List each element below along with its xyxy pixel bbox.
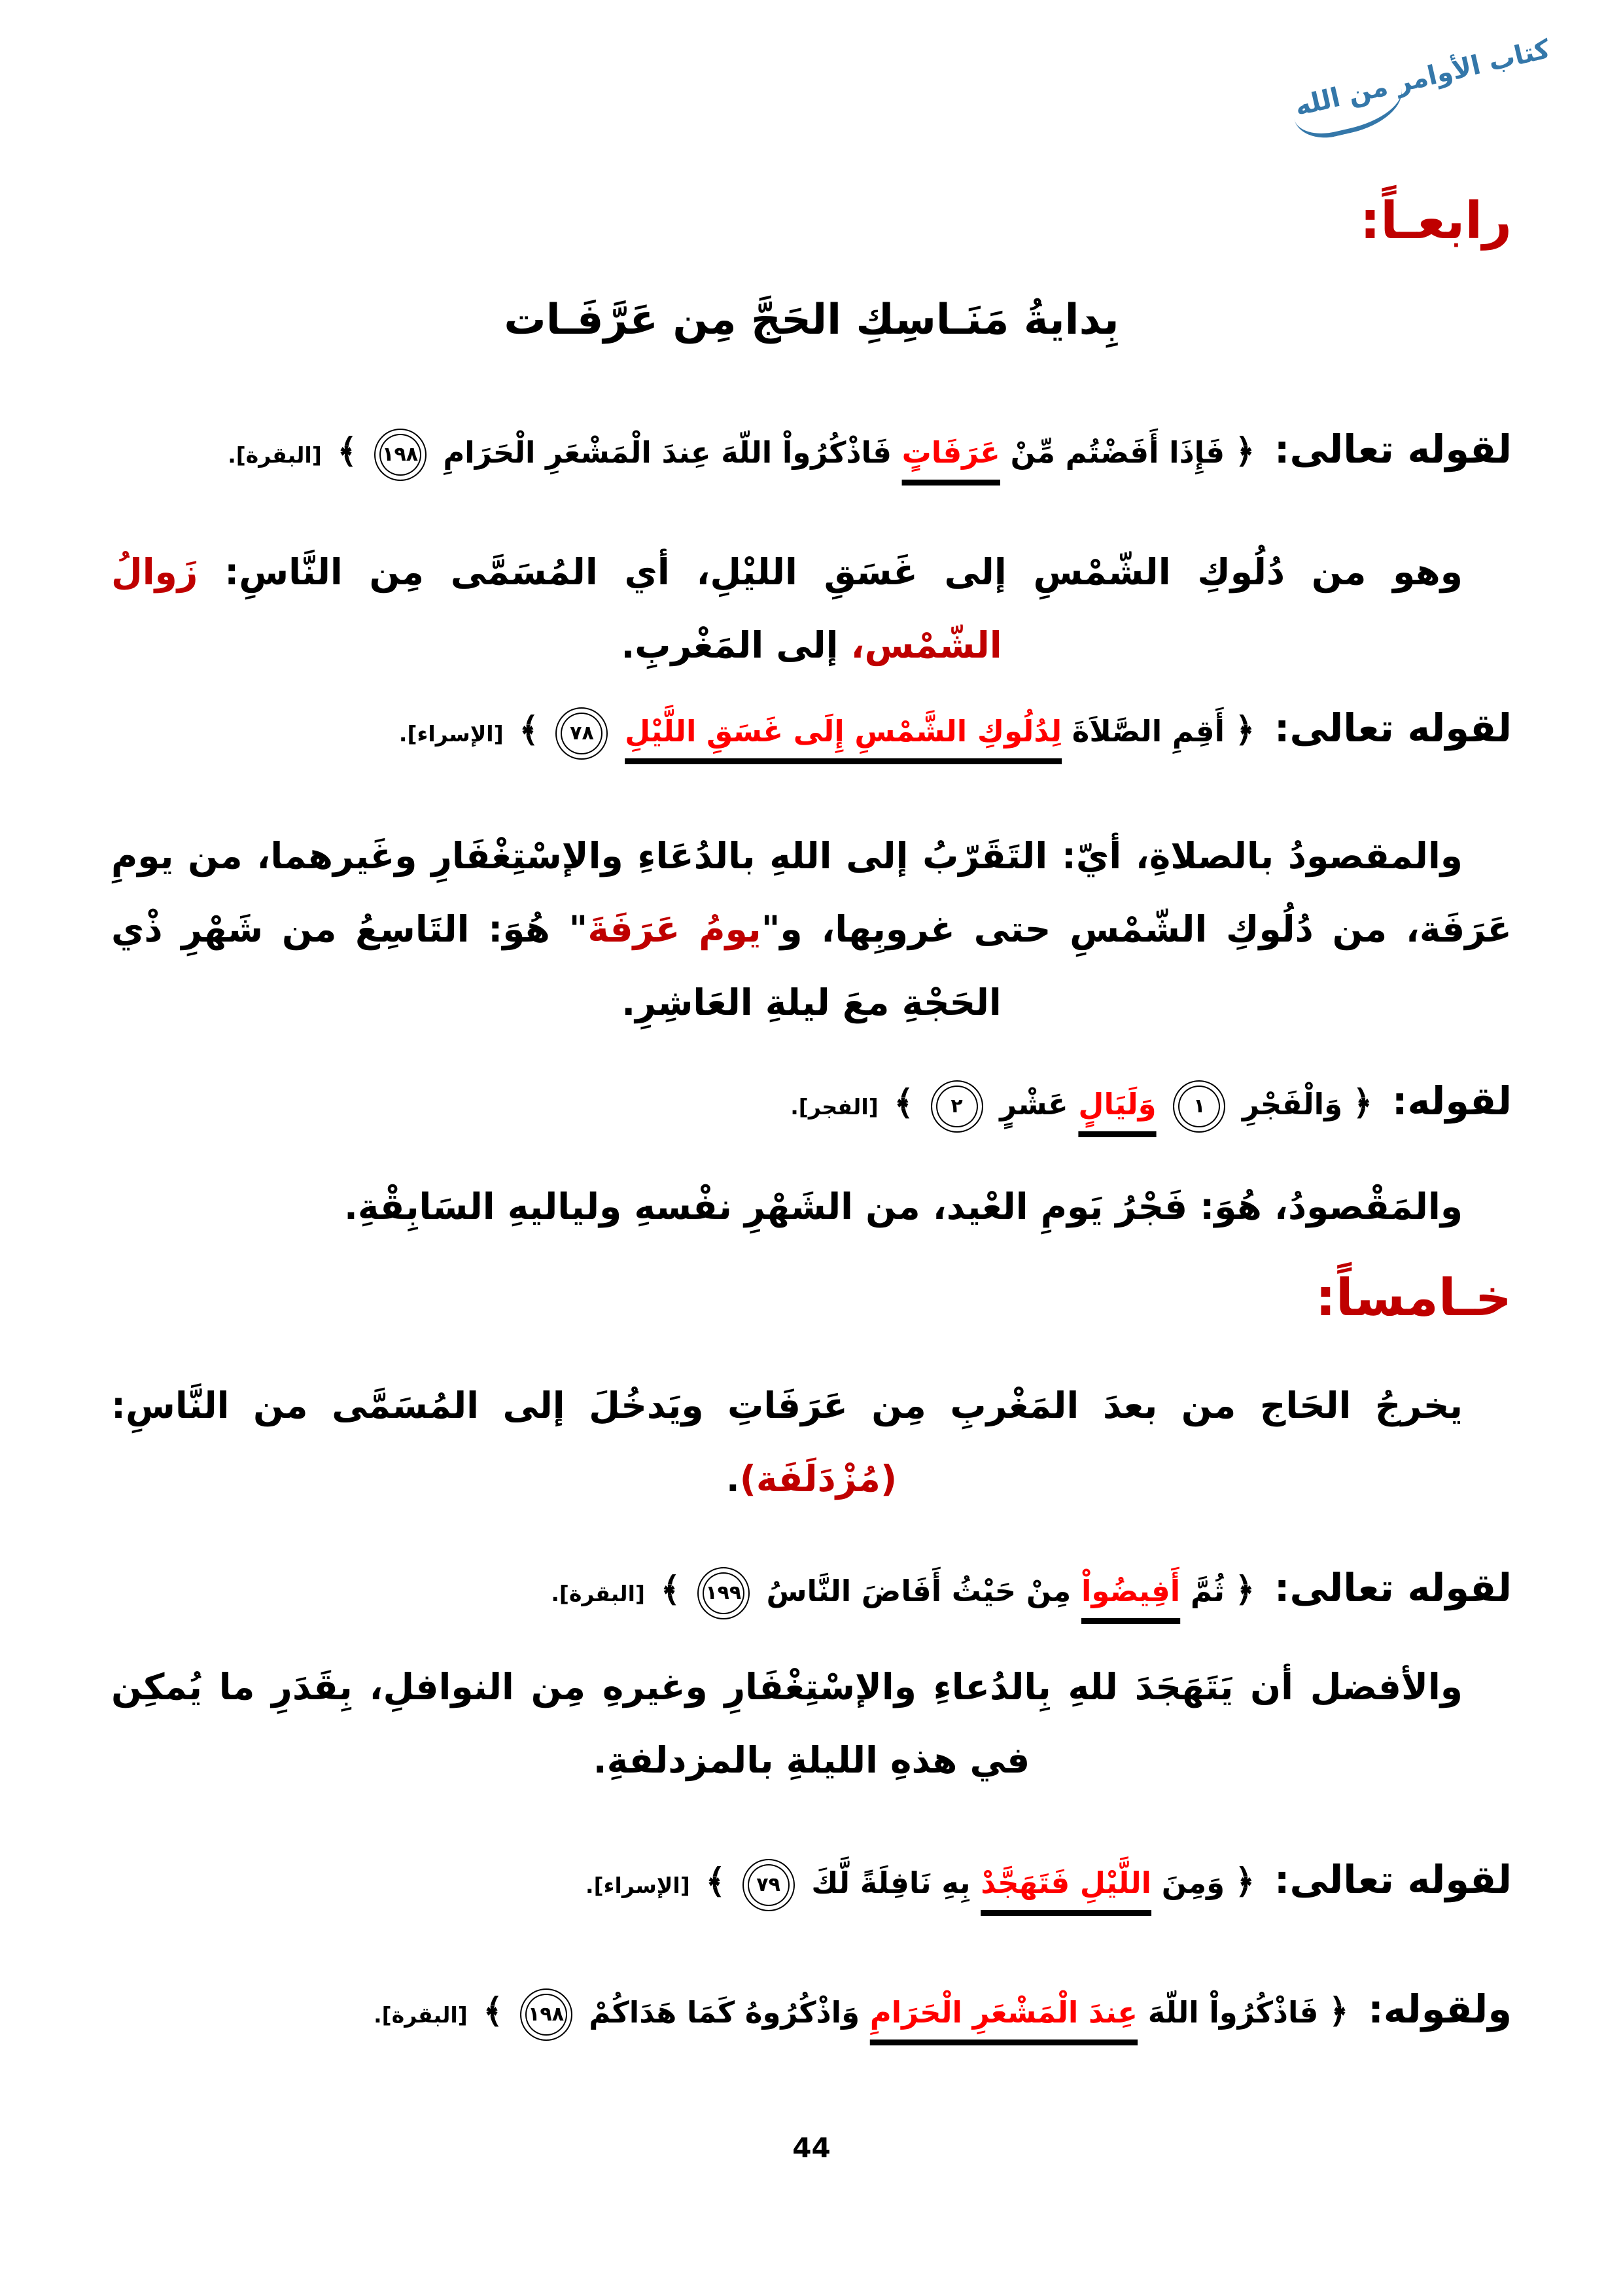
verse-israa-79 [111, 1831, 1512, 1935]
page-number: 44 [792, 2132, 831, 2164]
ornate-close-bracket: ﴾ [519, 711, 539, 750]
surah-source: [الإسراء]. [398, 721, 504, 747]
paragraph-fajr-eid: والمَقْصودُ، هُوَ: فَجْرُ يَومِ العْيد، من الشَهْرِ نفْسهِ ولياليهِ السَابِقْةِ. [344, 1186, 1463, 1227]
ayah-number-circle: ٧٨ [555, 707, 608, 760]
book-title-calligraphy [1292, 34, 1553, 122]
paragraph-text: والمقصودُ بالصلاةِ، أيّ: التَقَرّبُ إلى اللهِ بالدُعَاءِ والإسْتِغْفَارِ وغَيرهما، من يومِ عَرَفَة، من دُلُوكِ الشّمْسِ حتى غروبِها، و" [111, 835, 1512, 950]
verse-fajr-1-2 [111, 1052, 1512, 1156]
verse-highlight: وَلَيَالٍ [1078, 1087, 1157, 1122]
ornate-open-bracket: ﴿ [1234, 1862, 1255, 1901]
paragraph-text: يخرجُ الحَاج من بعدَ المَغْربِ مِن عَرَفَاتِ ويَدخُلَ إلى المُسَمَّى من النَّاسِ: [111, 1385, 1463, 1426]
ornate-close-bracket: ﴾ [705, 1862, 725, 1901]
quote-lead: لقوله تعالى: [1274, 1857, 1512, 1902]
ayah-number-circle: ١٩٩ [697, 1567, 750, 1619]
verse-text: وَالْفَجْرِ [1242, 1087, 1343, 1122]
ornate-close-bracket: ﴾ [660, 1570, 681, 1610]
verse-text: ثُمَّ [1190, 1574, 1225, 1608]
ornate-open-bracket: ﴿ [1234, 1570, 1255, 1610]
quote-lead: لقوله تعالى: [1274, 1565, 1512, 1610]
quote-lead: لقوله تعالى: [1274, 427, 1512, 472]
emphasis-muzdalifah: (مُزْدَلَفَة) [739, 1458, 898, 1500]
emphasis-yawm-arafah: يومُ عَرَفَةَ [587, 908, 761, 950]
verse-text: وَمِنَ [1161, 1865, 1225, 1900]
verse-text: مِنْ حَيْثُ أَفَاضَ النَّاسُ [766, 1574, 1072, 1608]
verse-highlight: عِندَ الْمَشْعَرِ الْحَرَامِ [869, 1995, 1138, 2030]
emphasis-zawal-shams: زَوالُ الشّمْس، [111, 551, 1002, 666]
ornate-close-bracket: ﴾ [337, 432, 357, 471]
verse-text: أَقِمِ الصَّلاَةَ [1072, 714, 1225, 749]
surah-source: [البقرة]. [228, 442, 322, 468]
ayah-number-circle: ٢ [931, 1080, 983, 1133]
section-fourth-heading: رابعـاً: [1359, 192, 1512, 251]
verse-text: فَإِذَا أَفَضْتُم مِّنْ [1010, 435, 1225, 470]
verse-highlight: لِدُلُوكِ الشَّمْسِ إِلَى غَسَقِ اللَّيْلِ [625, 714, 1062, 749]
ornate-open-bracket: ﴿ [1234, 432, 1255, 471]
quote-lead: لقوله: [1391, 1078, 1512, 1123]
verse-highlight: أَفِيضُواْ [1081, 1574, 1181, 1608]
ayah-number-circle: ١٩٨ [374, 429, 427, 481]
ayah-number-circle: ٧٩ [742, 1859, 795, 1911]
surah-source: [الإسراء]. [585, 1873, 690, 1898]
quote-lead: ولقوله: [1368, 1987, 1512, 2032]
chapter-title: بِدايةُ مَنَـاسِكِ الحَجَّ مِن عَرَّفَـات [504, 296, 1119, 344]
verse-baqarah-198-second [111, 1960, 1512, 2064]
surah-source: [البقرة]. [551, 1581, 645, 1606]
ornate-close-bracket: ﴾ [894, 1084, 914, 1123]
ornate-open-bracket: ﴿ [1329, 1992, 1349, 2031]
verse-text: عَشْرٍ [1000, 1087, 1068, 1122]
verse-text: فَاذْكُرُواْ اللّهَ [1147, 1995, 1319, 2030]
verse-israa-78 [111, 679, 1512, 783]
paragraph-tahajjud: والأفضل أن يَتَهَجَدَ للهِ بِالدُعاءِ والإسْتِغْفَارِ وغيرهِ مِن النوافلِ، بِقَدَرِ ما يُمكِن في هذهِ الليلةِ بالمزدلفةِ. [111, 1666, 1463, 1781]
verse-highlight: اللَّيْلِ فَتَهَجَّدْ [981, 1865, 1152, 1900]
verse-text: وَاذْكُرُوهُ كَمَا هَدَاكُمْ [589, 1995, 860, 2030]
book-title-text: كتاب الأوامر من الله [1291, 34, 1553, 122]
verse-text: فَاذْكُرُواْ اللّهَ عِندَ الْمَشْعَرِ الْحَرَامِ [443, 435, 892, 470]
surah-source: [الفجر]. [790, 1094, 879, 1120]
verse-baqarah-199 [111, 1539, 1512, 1643]
paragraph-salah-meaning [111, 819, 1512, 1039]
section-fifth-heading: خـامساً: [1315, 1269, 1512, 1328]
quote-lead: لقوله تعالى: [1274, 705, 1512, 751]
ayah-number-circle: ١٩٨ [520, 1988, 572, 2041]
ornate-close-bracket: ﴾ [483, 1992, 503, 2031]
verse-highlight: عَرَفَاتٍ [901, 435, 1000, 470]
ornate-open-bracket: ﴿ [1234, 711, 1255, 750]
surah-source: [البقرة]. [374, 2002, 468, 2028]
paragraph-text: " هُوَ: التَاسِعُ من شَهْرِ ذْي الحَجْةِ معَ ليلةِ العَاشِرِ. [111, 908, 1002, 1023]
paragraph-dulook [111, 535, 1512, 682]
paragraph-text: . [725, 1458, 740, 1500]
ornate-open-bracket: ﴿ [1352, 1084, 1373, 1123]
ayah-number-circle: ١ [1173, 1080, 1225, 1133]
verse-baqarah-198 [111, 400, 1512, 504]
paragraph-text: وهو من دُلُوكِ الشّمْسِ إلى غَسَقِ الليْلِ، أي المُسَمَّى مِن النَّاسِ: [224, 551, 1463, 593]
paragraph-text: إلى المَغْربِ. [621, 624, 839, 666]
verse-text: بِهِ نَافِلَةً لَّكَ [811, 1865, 971, 1900]
paragraph-muzdalifah [111, 1369, 1512, 1515]
